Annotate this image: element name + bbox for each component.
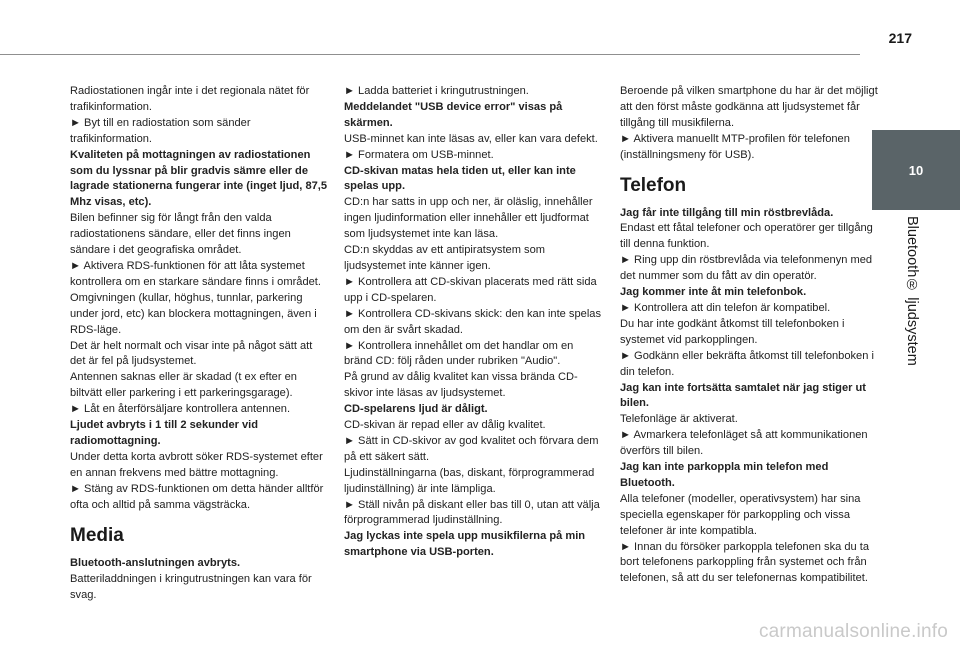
text-column-2 xyxy=(344,84,602,561)
action-step: ► Kontrollera CD-skivans skick: den kan inte spelas om den är svårt skadad. xyxy=(344,307,601,336)
paragraph: CD:n har satts in upp och ner, är oläslig, innehåller ingen ljudinformation eller innehåller ett ljudformat som ljudsystemet inte kan läsa. xyxy=(344,196,593,241)
action-step: ► Stäng av RDS-funktionen om detta händer alltför ofta och alltid på samma vägsträcka. xyxy=(70,482,324,511)
problem-question: CD-skivan matas hela tiden ut, eller kan inte spelas upp. xyxy=(344,164,576,193)
action-step: ► Aktivera manuellt MTP-profilen för telefonen (inställningsmeny för USB). xyxy=(620,132,850,161)
paragraph: Radiostationen ingår inte i det regionala nätet för trafikinformation. xyxy=(70,85,310,113)
action-step: ► Ladda batteriet i kringutrustningen. xyxy=(344,85,529,97)
paragraph: Du har inte godkänt åtkomst till telefonboken i systemet vid parkopplingen. xyxy=(620,317,845,346)
section-heading: Telefon xyxy=(620,174,687,196)
paragraph: Beroende på vilken smartphone du har är det möjligt att den först måste godkänna att ljudsystemet får tillgång till musikfilerna. xyxy=(620,85,878,129)
paragraph: Antennen saknas eller är skadad (t ex efter en biltvätt eller parkering i ett parkeringsgarage). xyxy=(70,371,297,400)
paragraph: Alla telefoner (modeller, operativsystem) har sina speciella egenskaper för parkoppling och vissa telefoner är inte kompatibla. xyxy=(620,492,861,537)
action-step: ► Kontrollera att din telefon är kompatibel. xyxy=(620,301,831,314)
chapter-title: Bluetooth® ljudsystem xyxy=(904,216,920,366)
action-step: ► Ring upp din röstbrevlåda via telefonmenyn med det nummer som du fått av din operatör. xyxy=(620,254,873,283)
action-step: ► Aktivera RDS-funktionen för att låta systemet kontrollera om en starkare sändare finns i området. xyxy=(70,259,321,288)
paragraph: CD-skivan är repad eller av dålig kvalitet. xyxy=(344,419,546,432)
paragraph: CD:n skyddas av ett antipiratsystem som ljudsystemet inte känner igen. xyxy=(344,244,545,272)
problem-question: Meddelandet "USB device error" visas på skärmen. xyxy=(344,100,563,129)
text-column-3 xyxy=(620,84,878,587)
action-step: ► Ställ nivån på diskant eller bas till 0, utan att välja förprogrammerad ljudinställning. xyxy=(344,498,600,527)
paragraph: Endast ett fåtal telefoner och operatörer ger tillgång till denna funktion. xyxy=(620,222,873,251)
problem-question: Jag får inte tillgång till min röstbrevlåda. xyxy=(620,206,834,219)
action-step: ► Sätt in CD-skivor av god kvalitet och förvara dem på ett säkert sätt. xyxy=(344,434,599,463)
action-step: ► Innan du försöker parkoppla telefonen ska du ta bort telefonens parkoppling från systemet och från telefonen, så att du ser telefonernas kompatibilitet. xyxy=(620,540,870,585)
problem-question: Kvaliteten på mottagningen av radiostationen som du lyssnar på blir gradvis sämre eller de lagrade stationerna fungerar inte (inget ljud, 87,5 Mhz visas, etc). xyxy=(70,148,328,209)
section-heading: Media xyxy=(70,525,124,547)
action-step: ► Byt till en radiostation som sänder trafikinformation. xyxy=(70,116,251,145)
action-step: ► Avmarkera telefonläget så att kommunikationen överförs till bilen. xyxy=(620,429,868,458)
paragraph: Omgivningen (kullar, höghus, tunnlar, parkering under jord, etc) kan blockera mottagningen, även i RDS-läge. xyxy=(70,291,317,336)
watermark: carmanualsonline.info xyxy=(758,621,948,642)
paragraph: Ljudinställningarna (bas, diskant, förprogrammerad ljudinställning) är inte lämpliga. xyxy=(344,466,595,495)
problem-question: Ljudet avbryts i 1 till 2 sekunder vid radiomottagning. xyxy=(70,419,259,447)
problem-question: Jag kan inte fortsätta samtalet när jag stiger ut bilen. xyxy=(620,381,866,410)
problem-question: Jag kommer inte åt min telefonbok. xyxy=(620,286,807,299)
action-step: ► Godkänn eller bekräfta åtkomst till telefonboken i din telefon. xyxy=(620,349,874,378)
action-step: ► Kontrollera att CD-skivan placerats med rätt sida upp i CD-spelaren. xyxy=(344,275,597,304)
problem-question: Bluetooth-anslutningen avbryts. xyxy=(70,557,241,570)
text-column-1 xyxy=(70,84,328,604)
problem-question: Jag lyckas inte spela upp musikfilerna på min smartphone via USB-porten. xyxy=(344,530,586,559)
paragraph: Bilen befinner sig för långt från den valda radiostationens sändare, eller det finns ingen sändare i det geografiska området. xyxy=(70,212,291,257)
paragraph: Batteriladdningen i kringutrustningen kan vara för svag. xyxy=(70,573,312,602)
header-rule xyxy=(0,54,860,55)
paragraph: Telefonläge är aktiverat. xyxy=(620,413,738,426)
chapter-number: 10 xyxy=(908,162,924,178)
paragraph: USB-minnet kan inte läsas av, eller kan vara defekt. xyxy=(344,132,598,145)
paragraph: Under detta korta avbrott söker RDS-systemet efter en annan frekvens med bättre mottagning. xyxy=(70,450,323,479)
action-step: ► Låt en återförsäljare kontrollera antennen. xyxy=(70,403,291,416)
problem-question: CD-spelarens ljud är dåligt. xyxy=(344,403,488,416)
paragraph: Det är helt normalt och visar inte på något sätt att det är fel på ljudsystemet. xyxy=(70,339,313,368)
action-step: ► Formatera om USB-minnet. xyxy=(344,148,494,161)
action-step: ► Kontrollera innehållet om det handlar om en bränd CD: följ råden under rubriken "Audio". xyxy=(344,339,574,368)
paragraph: På grund av dålig kvalitet kan vissa brända CD-skivor inte läsas av ljudsystemet. xyxy=(344,371,578,400)
problem-question: Jag kan inte parkoppla min telefon med Bluetooth. xyxy=(620,461,829,489)
page-number: 217 xyxy=(888,30,912,46)
chapter-tab xyxy=(872,130,960,210)
